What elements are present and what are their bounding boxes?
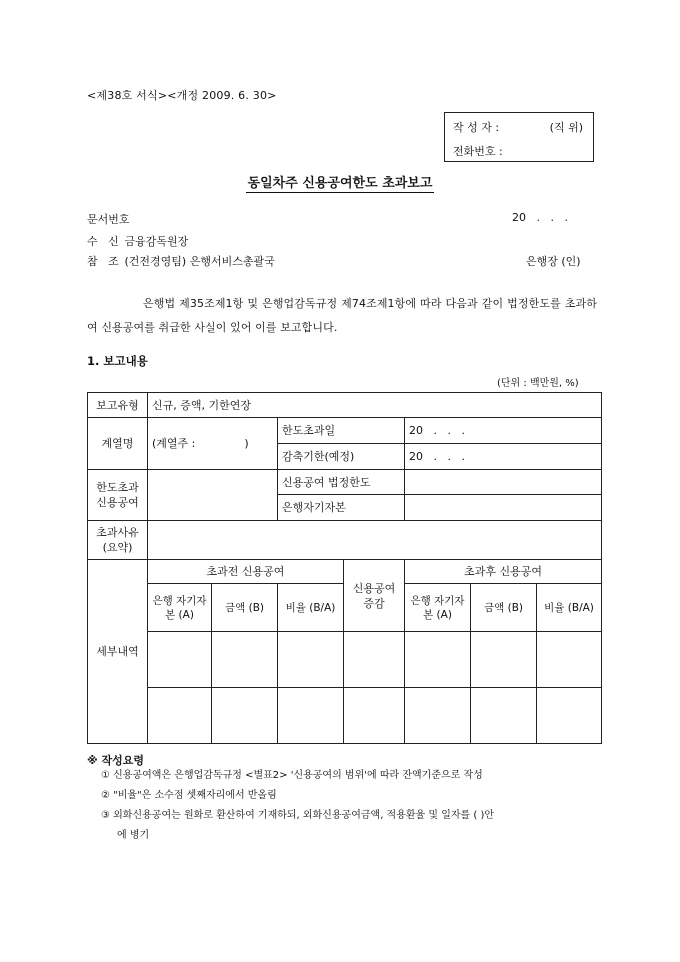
before-header: 초과전 신용공여 (148, 560, 344, 584)
table-cell (148, 632, 212, 688)
table-cell (537, 688, 602, 744)
doc-number-label: 문서번호 (87, 213, 130, 226)
table-row (88, 560, 602, 584)
table-row (88, 521, 602, 560)
guide-item-continuation: 에 병기 (117, 830, 150, 841)
guide-item: ① 신용공여액은 은행업감독규정 <별표2> '신용공여의 범위'에 따라 잔액기준으로 작성 (101, 770, 483, 781)
document-title (0, 172, 680, 191)
table-cell (405, 632, 471, 688)
change-header: 신용공여 증감 (344, 560, 405, 632)
section-title: 1. 보고내용 (87, 354, 148, 368)
recipient-row (87, 233, 188, 249)
detail-label: 세부내역 (88, 560, 148, 744)
table-cell (405, 688, 471, 744)
after-ratio-header: 비율 (B/A) (537, 584, 602, 632)
guide-item (101, 806, 601, 846)
excess-date-label: 한도초과일 (278, 418, 405, 444)
reduction-deadline-value: 20 . . . (405, 444, 602, 470)
reduction-deadline-label: 감축기한(예정) (278, 444, 405, 470)
before-ratio-header: 비율 (B/A) (278, 584, 344, 632)
position-label: (직 위) (549, 121, 583, 134)
table-row (88, 470, 602, 495)
table-row (88, 632, 602, 688)
form-number-header: <제38호 서식><개정 2009. 6. 30> (87, 89, 277, 102)
table-cell (212, 632, 278, 688)
report-table (87, 392, 602, 744)
report-date: 20 . . . (512, 211, 568, 224)
report-type-value: 신규, 증액, 기한연장 (148, 393, 602, 418)
excess-date-value: 20 . . . (405, 418, 602, 444)
legal-limit-label: 신용공여 법정한도 (278, 470, 405, 495)
unit-note: (단위 : 백만원, %) (497, 378, 579, 389)
table-row (88, 418, 602, 444)
reference-value: (건전경영팀) 은행서비스총괄국 (124, 255, 275, 268)
group-name-label: 계열명 (88, 418, 148, 470)
recipient-label: 수 신 (87, 235, 119, 248)
table-cell (471, 688, 537, 744)
group-owner-value: (계열주 : ) (148, 418, 278, 470)
table-cell (471, 632, 537, 688)
table-cell (344, 688, 405, 744)
bank-capital-value (405, 495, 602, 521)
guide-title: ※ 작성요령 (87, 754, 145, 767)
before-amount-header: 금액 (B) (212, 584, 278, 632)
excess-credit-label: 한도초과 신용공여 (88, 470, 148, 521)
doc-number-row (87, 211, 130, 227)
after-header: 초과후 신용공여 (405, 560, 602, 584)
legal-limit-value (405, 470, 602, 495)
report-body-text: 은행법 제35조제1항 및 은행업감독규정 제74조제1항에 따라 다음과 같이 법정한도를 초과하여 신용공여를 취급한 사실이 있어 이를 보고합니다. (87, 297, 597, 334)
reason-value (148, 521, 602, 560)
excess-credit-value (148, 470, 278, 521)
guide-item: ② "비율"은 소수점 셋째자리에서 반올림 (101, 790, 277, 801)
bank-seal: 은행장 (인) (526, 255, 581, 268)
reference-label: 참 조 (87, 255, 119, 268)
table-cell (344, 632, 405, 688)
author-label: 작 성 자 : (453, 121, 500, 134)
bank-capital-label: 은행자기자본 (278, 495, 405, 521)
phone-label: 전화번호 : (453, 145, 503, 158)
after-amount-header: 금액 (B) (471, 584, 537, 632)
report-type-label: 보고유형 (88, 393, 148, 418)
reason-label: 초과사유 (요약) (88, 521, 148, 560)
author-info-box (444, 112, 594, 162)
table-row (88, 393, 602, 418)
table-cell (278, 632, 344, 688)
table-cell (537, 632, 602, 688)
document-title-text: 동일차주 신용공여한도 초과보고 (247, 176, 433, 191)
reference-row (87, 253, 275, 269)
recipient-value: 금융감독원장 (124, 235, 189, 248)
table-cell (278, 688, 344, 744)
table-cell (148, 688, 212, 744)
before-capital-header: 은행 자기자본 (A) (148, 584, 212, 632)
guide-item-text: ③ 외화신용공여는 원화로 환산하여 기재하되, 외화신용공여금액, 적용환율 및 일자를 ( )안 (101, 810, 495, 821)
table-row (88, 688, 602, 744)
after-capital-header: 은행 자기자본 (A) (405, 584, 471, 632)
table-cell (212, 688, 278, 744)
